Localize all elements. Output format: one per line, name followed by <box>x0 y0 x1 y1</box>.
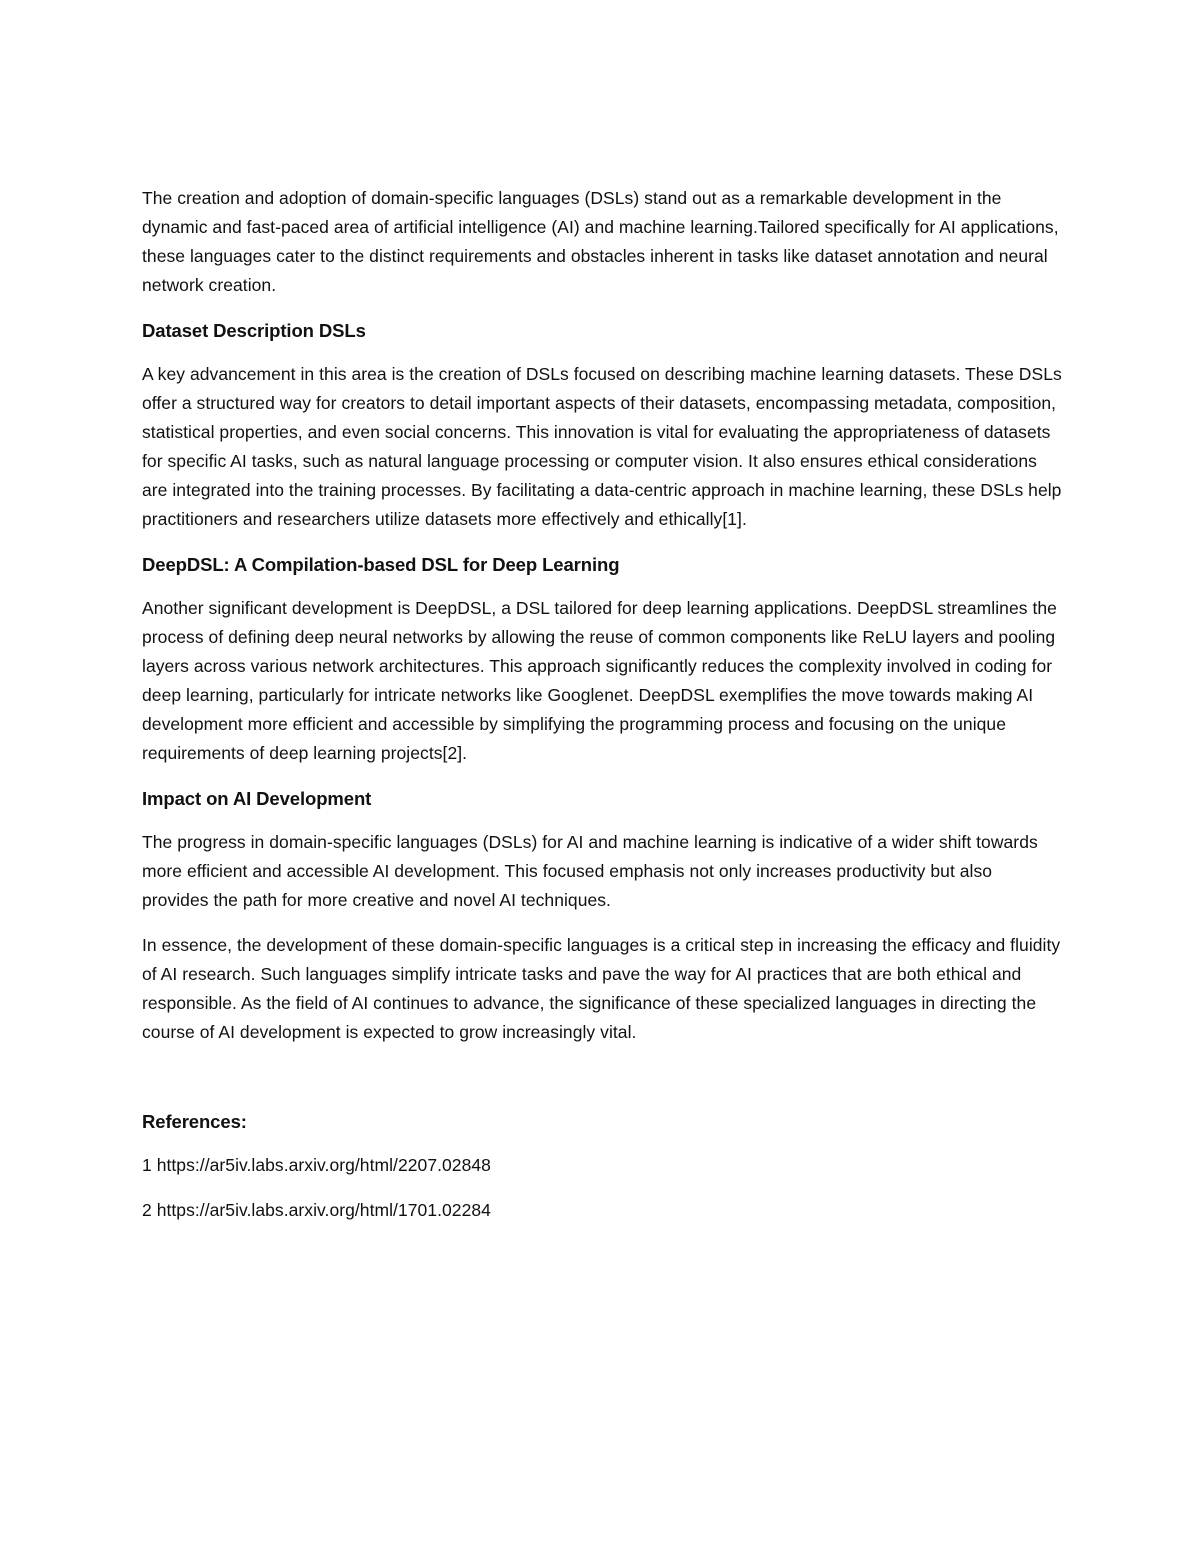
section-heading-impact: Impact on AI Development <box>142 788 372 809</box>
section-heading-deepdsl: DeepDSL: A Compilation-based DSL for Deep Learning <box>142 554 620 575</box>
reference-item-2: 2 https://ar5iv.labs.arxiv.org/html/1701.02284 <box>142 1200 491 1220</box>
section-heading-dataset-description: Dataset Description DSLs <box>142 320 366 341</box>
section-paragraph-dataset-description: A key advancement in this area is the creation of DSLs focused on describing machine learning datasets. These DSLs offer a structured way for creators to detail important aspects of their datasets, encompassing metadata, composition, statistical properties, and even social concerns. This innovation is vital for evaluating the appropriateness of datasets for specific AI tasks, such as natural language processing or computer vision. It also ensures ethical considerations are integrated into the training processes. By facilitating a data-centric approach in machine learning, these DSLs help practitioners and researchers utilize datasets more effectively and ethically[1]. <box>142 364 1062 529</box>
document-body <box>142 184 1062 1241</box>
blank-line <box>142 1063 1062 1107</box>
intro-paragraph: The creation and adoption of domain-specific languages (DSLs) stand out as a remarkable development in the dynamic and fast-paced area of artificial intelligence (AI) and machine learning.Tailored specifically for AI applications, these languages cater to the distinct requirements and obstacles inherent in tasks like dataset annotation and neural network creation. <box>142 188 1059 295</box>
references-heading: References: <box>142 1111 247 1132</box>
section-paragraph-impact-2: In essence, the development of these domain-specific languages is a critical step in increasing the efficacy and fluidity of AI research. Such languages simplify intricate tasks and pave the way for AI practices that are both ethical and responsible. As the field of AI continues to advance, the significance of these specialized languages in directing the course of AI development is expected to grow increasingly vital. <box>142 935 1061 1042</box>
reference-item-1: 1 https://ar5iv.labs.arxiv.org/html/2207.02848 <box>142 1155 491 1175</box>
section-paragraph-impact-1: The progress in domain-specific languages (DSLs) for AI and machine learning is indicative of a wider shift towards more efficient and accessible AI development. This focused emphasis not only increases productivity but also provides the path for more creative and novel AI techniques. <box>142 832 1038 910</box>
section-paragraph-deepdsl: Another significant development is DeepDSL, a DSL tailored for deep learning applications. DeepDSL streamlines the process of defining deep neural networks by allowing the reuse of common components like ReLU layers and pooling layers across various network architectures. This approach significantly reduces the complexity involved in coding for deep learning, particularly for intricate networks like Googlenet. DeepDSL exemplifies the move towards making AI development more efficient and accessible by simplifying the programming process and focusing on the unique requirements of deep learning projects[2]. <box>142 598 1057 763</box>
